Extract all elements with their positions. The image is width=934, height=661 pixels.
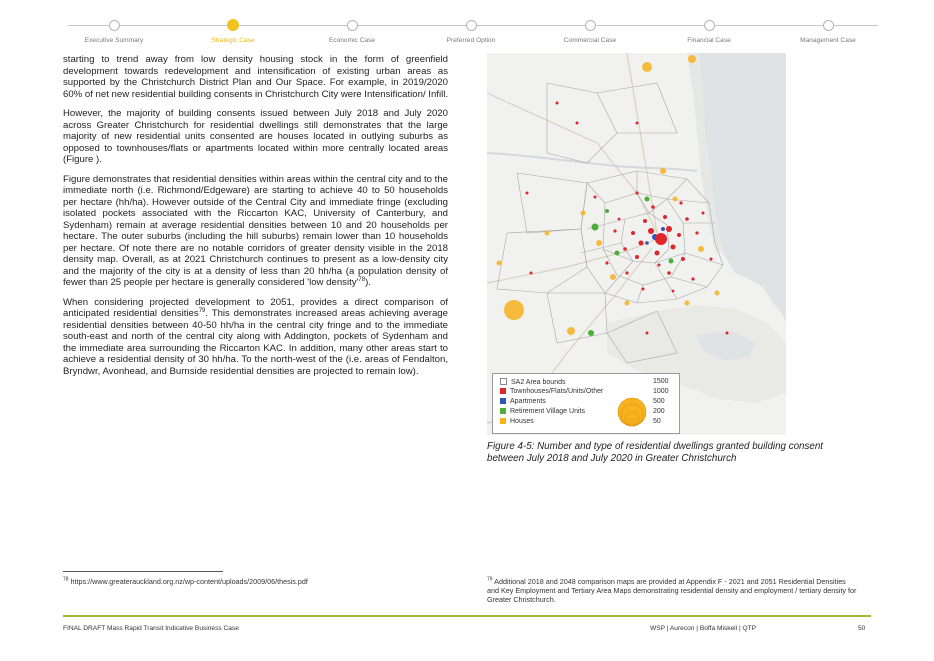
dot-townhouses <box>666 226 672 232</box>
legend-label: Apartments <box>510 398 546 405</box>
step-label: Economic Case <box>328 37 376 44</box>
paragraph-3-end: ). <box>365 277 371 288</box>
step-dot-active <box>227 19 239 31</box>
dot-townhouses <box>576 122 579 125</box>
dot-retirement <box>615 251 620 256</box>
dot-retirement <box>588 330 594 336</box>
legend-swatch <box>500 388 506 394</box>
paragraph-3 <box>63 174 448 289</box>
dot-townhouses <box>667 271 671 275</box>
dot-houses <box>673 197 678 202</box>
dot-townhouses <box>651 205 655 209</box>
dot-townhouses <box>679 201 682 204</box>
step-dot <box>466 20 477 31</box>
paragraph-4-text: When considering projected development to 2051, provides a direct comparison of anticipated residential densities <box>63 296 448 319</box>
footer-document-title: FINAL DRAFT Mass Rapid Transit Indicative Business Case <box>63 625 239 632</box>
dot-houses <box>545 231 550 236</box>
dot-townhouses <box>726 332 729 335</box>
dot-houses <box>660 168 666 174</box>
figure-caption: Figure 4-5: Number and type of residential dwellings granted building consent between July 2018 and July 2020 in Greater Christchurch <box>487 441 824 464</box>
step-preferred-option[interactable] <box>406 18 536 44</box>
legend-item-houses <box>500 418 534 427</box>
dot-houses <box>581 211 586 216</box>
dot-townhouses <box>642 288 645 291</box>
footnote-number: 78 <box>63 576 69 583</box>
dot-townhouses <box>710 258 713 261</box>
dot-townhouses <box>685 217 689 221</box>
legend-label: Retirement Village Units <box>510 408 585 415</box>
dot-houses-large <box>504 300 524 320</box>
dot-townhouses <box>623 247 627 251</box>
legend-item-retirement <box>500 408 585 417</box>
step-dot <box>823 20 834 31</box>
page-number: 50 <box>858 625 866 632</box>
step-label: Executive Summary <box>84 37 144 44</box>
dot-townhouses <box>702 212 705 215</box>
legend-size-label: 50 <box>653 418 661 425</box>
dot-houses <box>715 291 720 296</box>
dot-townhouses <box>605 261 608 264</box>
legend-label: SA2 Area bounds <box>511 379 566 386</box>
legend-item-sa2 <box>500 378 566 387</box>
paragraph-3-text: Figure demonstrates that residential densities within areas within the central city and to the immediate north (i.e. Richmond/Edgeware) are starting to achieve 40 to 50 households per hectare (hh/ha). However outside of the Central City and immediate fringe (excluding isolated pockets associated with the Riccarton KAC, University of Canterbury, and Sydenham) remain at average residential densities between 10 and 20 households per hectare. The outer suburbs (including the hill suburbs) remain lower than 10 households per hectare. Of note there are no notable corridors of greater density visible in the 2018 density map. Overall, as at 2021 Christchurch continues to present as a low-density city and the majority of the city is at a density of less than 20 hh/ha (a population density of fewer than 25 people per hectare is generally considered 'low density' <box>63 173 448 288</box>
footer-rule <box>63 615 871 617</box>
legend-label: Houses <box>510 418 534 425</box>
dot-townhouses <box>635 255 639 259</box>
legend-swatch <box>500 408 506 414</box>
legend-swatch <box>500 378 507 385</box>
legend-swatch <box>500 418 506 424</box>
legend-size-label: 200 <box>653 408 665 415</box>
dot-townhouses <box>648 228 654 234</box>
dot-houses <box>610 274 616 280</box>
footnote-divider <box>63 571 223 572</box>
legend-item-apartments <box>500 398 546 407</box>
footnote-text: Additional 2018 and 2048 comparison maps are provided at Appendix F - 2021 and 2051 Residential Densities and Key Employment and Tertiary Area Maps demonstrating residential density and employment / tertiary density for Greater Christchurch. <box>487 577 857 604</box>
dot-townhouses <box>635 191 638 194</box>
dot-houses <box>567 327 575 335</box>
step-dot <box>704 20 715 31</box>
dot-retirement <box>669 259 674 264</box>
legend-label: Townhouses/Flats/Units/Other <box>510 388 604 395</box>
dot-houses <box>685 301 690 306</box>
dot-houses <box>625 301 630 306</box>
dot-townhouses <box>526 192 529 195</box>
dot-townhouses <box>639 241 644 246</box>
dot-townhouses <box>618 218 621 221</box>
legend-size-label: 1500 <box>653 378 669 385</box>
step-executive-summary[interactable] <box>49 18 179 44</box>
dot-townhouses <box>677 233 681 237</box>
section-stepper <box>58 18 878 52</box>
footnote-ref-79[interactable]: 79 <box>198 307 206 314</box>
dot-houses <box>642 62 652 72</box>
dot-apartments <box>661 227 665 231</box>
step-label: Financial Case <box>687 37 731 44</box>
dot-townhouses <box>663 215 667 219</box>
step-economic-case[interactable] <box>287 18 417 44</box>
dot-townhouses <box>636 122 639 125</box>
footer-authors: WSP | Aurecon | Boffa Miskell | QTP <box>650 625 757 632</box>
step-management-case[interactable] <box>763 18 893 44</box>
paragraph-4-end: . This demonstrates increased areas achieving average residential densities between 40-50 hh/ha in the central city fringe and to the immediate south-east and north of the central city along with Addington, pockets of Sydenham and the immediate area surrounding the Riccarton KAC. In addition, many other areas start to achieve a residential density of 30 hh/ha. To the north-west of the (i.e. areas of Fendalton, Bryndwr, Avonhead, and Burnside residential densities are projected to remain low). <box>63 308 448 377</box>
step-dot <box>109 20 120 31</box>
dot-townhouses <box>691 277 694 280</box>
footnote-78 <box>63 577 463 586</box>
body-text <box>63 54 448 385</box>
dot-townhouses <box>681 257 685 261</box>
dot-houses <box>596 240 602 246</box>
dot-townhouses <box>594 196 597 199</box>
dot-retirement <box>592 224 599 231</box>
step-dot <box>585 20 596 31</box>
footnote-79 <box>487 577 857 604</box>
step-label: Management Case <box>800 37 856 44</box>
dot-townhouses <box>695 231 698 234</box>
step-commercial-case[interactable] <box>525 18 655 44</box>
dot-townhouses <box>631 231 635 235</box>
dot-townhouses <box>671 245 676 250</box>
dot-townhouses <box>625 271 628 274</box>
step-financial-case[interactable] <box>644 18 774 44</box>
step-label: Commercial Case <box>563 37 617 44</box>
dot-retirement <box>645 197 650 202</box>
dot-houses <box>688 55 696 63</box>
step-dot <box>347 20 358 31</box>
dot-townhouses <box>658 264 661 267</box>
step-strategic-case[interactable] <box>168 18 298 44</box>
map-legend <box>492 373 680 434</box>
footnote-link[interactable]: https://www.greaterauckland.org.nz/wp-content/uploads/2009/06/thesis.pdf <box>68 577 308 586</box>
footnote-ref-78[interactable]: 78 <box>358 276 366 283</box>
dot-townhouses-large <box>655 233 667 245</box>
dot-townhouses <box>613 229 616 232</box>
paragraph-1: starting to trend away from low density housing stock in the form of greenfield development towards redevelopment and intensification of existing urban areas as supported by the Christchurch District Plan and Our Space. For example, in 2019/2020 60% of net new residential building consents in Christchurch City were Intensification/ Infill. <box>63 54 449 100</box>
dot-townhouses <box>556 102 559 105</box>
dot-townhouses <box>646 332 649 335</box>
legend-swatch <box>500 398 506 404</box>
dot-townhouses <box>672 290 675 293</box>
paragraph-4 <box>63 297 448 378</box>
dot-retirement <box>605 209 609 213</box>
dot-apartments <box>645 241 649 245</box>
footnote-number: 79 <box>487 576 493 583</box>
legend-size-label: 500 <box>653 398 665 405</box>
dot-houses <box>497 261 502 266</box>
dot-townhouses <box>530 272 533 275</box>
legend-item-townhouses <box>500 388 603 397</box>
dot-townhouses <box>655 251 660 256</box>
legend-size-label: 1000 <box>653 388 669 395</box>
paragraph-2: However, the majority of building consents issued between July 2018 and July 2020 across Greater Christchurch for residential dwellings still demonstrates that the large majority of new residential units consented are houses located in outlying suburbs as opposed to townhouses/flats or apartments located within more centrally located areas (Figure ). <box>63 108 448 165</box>
step-label: Preferred Option <box>446 37 496 44</box>
step-label: Strategic Case <box>211 37 255 44</box>
legend-size-bubbles <box>617 378 647 428</box>
dot-houses <box>698 246 704 252</box>
dot-townhouses <box>643 219 647 223</box>
